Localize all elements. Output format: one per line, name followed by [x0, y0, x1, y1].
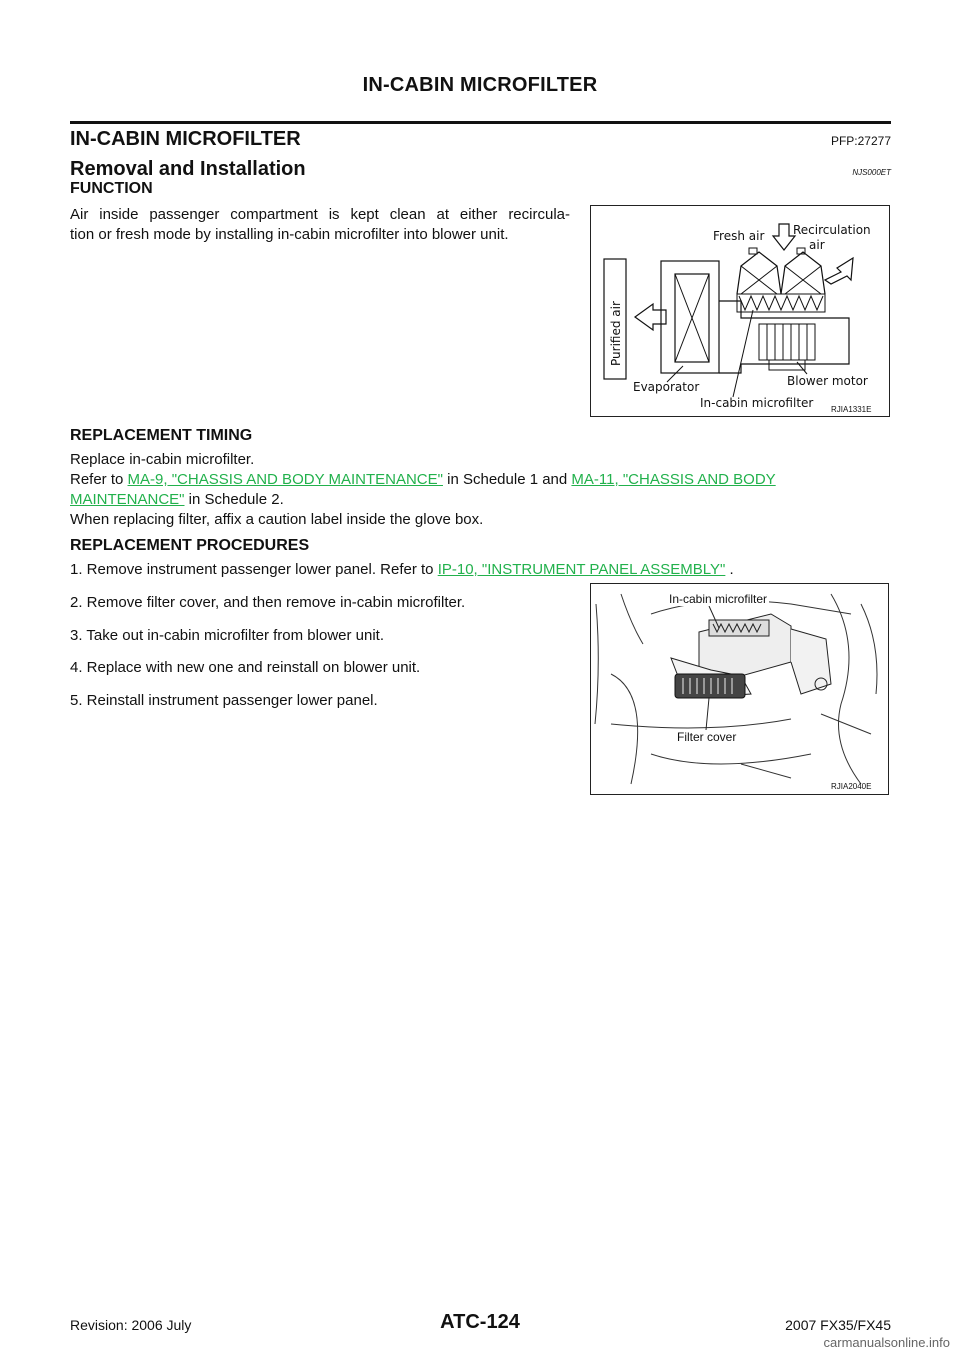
evaporator-label: Evaporator: [633, 380, 700, 394]
procedures-heading: REPLACEMENT PROCEDURES: [70, 537, 310, 554]
function-line-1: Air inside passenger compartment is kept clean at either recircula-: [70, 206, 570, 223]
timing-line-2: [70, 470, 888, 490]
vehicle-model: 2007 FX35/FX45: [785, 1317, 891, 1333]
function-line-2: tion or fresh mode by installing in-cabin microfilter into blower unit.: [70, 226, 509, 243]
page-number: ATC-124: [440, 1311, 520, 1333]
photo-figure-code: RJIA2040E: [831, 782, 872, 791]
link-ma-11-cont[interactable]: MAINTENANCE": [70, 491, 185, 508]
procedure-step-3: 3. Take out in-cabin microfilter from blower unit.: [70, 627, 385, 644]
blower-unit-schematic: [591, 206, 889, 416]
procedure-step-5: 5. Reinstall instrument passenger lower panel.: [70, 692, 378, 709]
refer-text: Refer to: [70, 471, 124, 488]
step-1-text: 1. Remove instrument passenger lower panel. Refer to: [70, 561, 434, 578]
recirculation-air-label: air: [809, 238, 825, 252]
schedule-2-text: in Schedule 2.: [184, 491, 284, 508]
subsection-title: Removal and Installation: [70, 158, 306, 180]
function-heading: FUNCTION: [70, 180, 153, 197]
watermark: carmanualsonline.info: [823, 1335, 950, 1350]
microfilter-label: In-cabin microfilter: [700, 396, 814, 410]
header-divider: [70, 121, 891, 124]
blower-unit-diagram: [590, 205, 890, 417]
timing-line-3: [70, 490, 284, 510]
procedure-step-2: 2. Remove filter cover, and then remove in-cabin microfilter.: [70, 594, 466, 611]
procedure-step-1: [70, 560, 734, 580]
timing-heading: REPLACEMENT TIMING: [70, 427, 253, 444]
section-code: NJS000ET: [852, 168, 891, 177]
figure-code: RJIA1331E: [831, 405, 872, 414]
revision-date: Revision: 2006 July: [70, 1317, 192, 1333]
link-ip-10[interactable]: IP-10, "INSTRUMENT PANEL ASSEMBLY": [437, 561, 726, 578]
timing-line-4: When replacing filter, affix a caution label inside the glove box.: [70, 511, 484, 528]
filter-cover-label: Filter cover: [677, 730, 737, 744]
part-number: PFP:27277: [830, 134, 891, 148]
filter-location-photo: [590, 583, 889, 795]
photo-microfilter-label: In-cabin microfilter: [669, 592, 768, 606]
step-1-tail: .: [725, 561, 734, 578]
link-ma-11[interactable]: MA-11, "CHASSIS AND BODY: [571, 471, 776, 488]
schedule-1-text: in Schedule 1 and: [447, 471, 568, 488]
timing-line-1: Replace in-cabin microfilter.: [70, 451, 255, 468]
blower-motor-label: Blower motor: [787, 374, 868, 388]
procedure-step-4: 4. Replace with new one and reinstall on blower unit.: [70, 659, 421, 676]
recirculation-label: Recirculation: [793, 223, 871, 237]
link-ma-9[interactable]: MA-9, "CHASSIS AND BODY MAINTENANCE": [127, 471, 443, 488]
filter-location-sketch: [591, 584, 888, 794]
section-title: IN-CABIN MICROFILTER: [70, 128, 301, 150]
purified-air-label: Purified air: [609, 301, 623, 366]
fresh-air-label: Fresh air: [713, 229, 765, 243]
page-header-title: IN-CABIN MICROFILTER: [362, 74, 598, 96]
